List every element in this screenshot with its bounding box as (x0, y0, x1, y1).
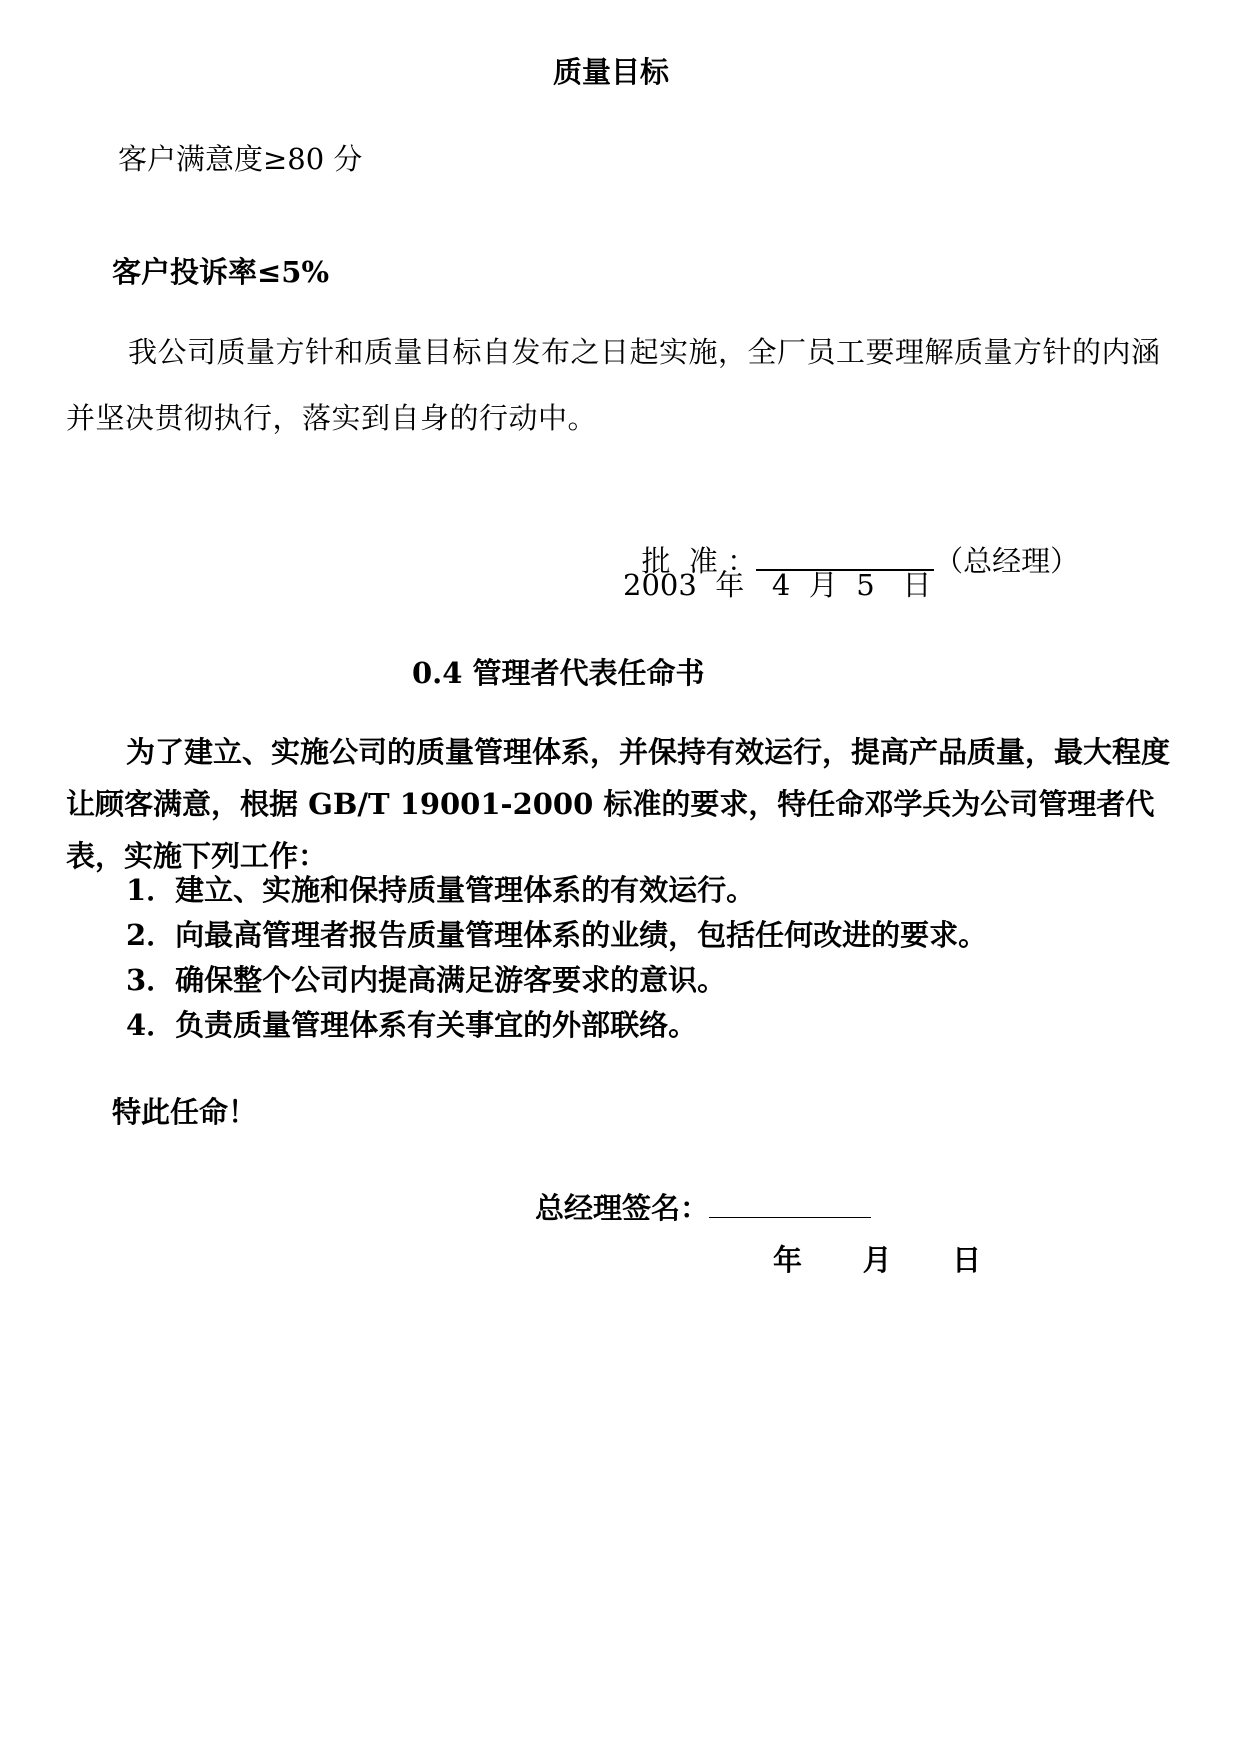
approval-date: 2003 年 4 月 5 日 (623, 568, 932, 602)
closing-statement: 特此任命！ (112, 1095, 258, 1129)
duty-item: 2．向最高管理者报告质量管理体系的业绩，包括任何改进的要求。 (126, 918, 988, 952)
approval-role: （总经理） (934, 544, 1080, 578)
duty-item: 1．建立、实施和保持质量管理体系的有效运行。 (126, 873, 756, 907)
approval-label: 批 准 ： (641, 544, 757, 578)
appointment-title: 0.4 管理者代表任命书 (412, 656, 705, 690)
duty-item: 3．确保整个公司内提高满足游客要求的意识。 (126, 963, 727, 997)
complaint-rate-target: 客户投诉率≤5% (112, 255, 330, 289)
signature-line (535, 1186, 871, 1227)
signature-label: 总经理签名： (535, 1191, 710, 1225)
appointment-intro: 为了建立、实施公司的质量管理体系，并保持有效运行，提高产品质量，最大程度让顾客满意，根据 GB/T 19001-2000 标准的要求，特任命邓学兵为公司管理者代表，实施下列工作： (66, 735, 1171, 873)
implementation-statement: 我公司质量方针和质量目标自发布之日起实施，全厂员工要理解质量方针的内涵并坚决贯彻执行，落实到自身的行动中。 (66, 335, 1161, 435)
signature-date-blank: 年 月 日 (773, 1243, 982, 1277)
duty-item: 4．负责质量管理体系有关事宜的外部联络。 (126, 1008, 698, 1042)
satisfaction-target: 客户满意度≥80 分 (118, 142, 363, 176)
quality-objectives-title: 质量目标 (553, 55, 670, 89)
signature-blank (709, 1189, 871, 1218)
